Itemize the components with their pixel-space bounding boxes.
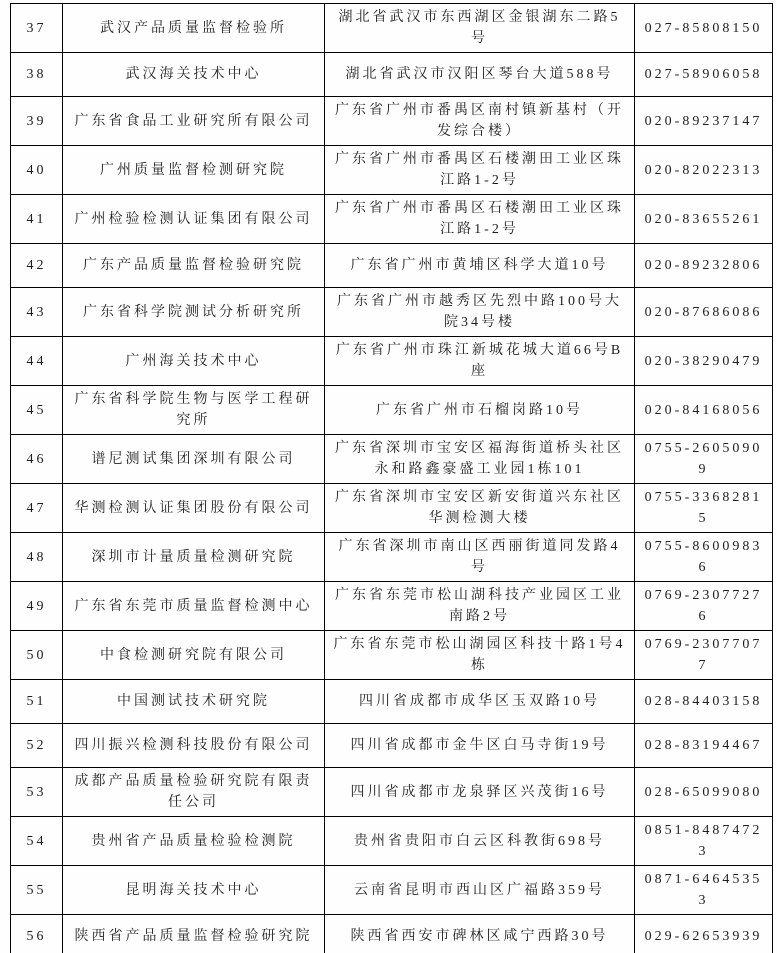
institution-name-cell: 广东省食品工业研究所有限公司 [63,97,325,146]
institution-phone-cell: 0769-23077077 [635,631,773,680]
table-row [11,195,773,244]
table-row [11,97,773,146]
row-index-cell: 49 [11,582,63,631]
institution-phone-cell: 029-62653939 [635,915,773,953]
table-row [11,244,773,288]
table-row [11,768,773,817]
institution-phone-cell: 0755-86009836 [635,533,773,582]
institution-phone-cell: 020-38290479 [635,337,773,386]
institution-address-cell: 四川省成都市龙泉驿区兴茂街16号 [325,768,635,817]
institution-address-cell: 广东省广州市石榴岗路10号 [325,386,635,435]
institution-name-cell: 广东省东莞市质量监督检测中心 [63,582,325,631]
row-index-cell: 54 [11,817,63,866]
table-row [11,4,773,53]
table-row [11,146,773,195]
institution-address-cell: 四川省成都市金牛区白马寺街19号 [325,724,635,768]
institution-phone-cell: 027-58906058 [635,53,773,97]
institution-phone-cell: 028-65099080 [635,768,773,817]
institution-name-cell: 华测检测认证集团股份有限公司 [63,484,325,533]
row-index-cell: 45 [11,386,63,435]
institution-name-cell: 广东省科学院测试分析研究所 [63,288,325,337]
table-row [11,533,773,582]
institution-address-cell: 广东省广州市番禺区南村镇新基村（开发综合楼） [325,97,635,146]
institution-phone-cell: 020-89232806 [635,244,773,288]
institution-phone-cell: 0851-84874723 [635,817,773,866]
institution-phone-cell: 020-82022313 [635,146,773,195]
row-index-cell: 44 [11,337,63,386]
institution-address-cell: 广东省广州市番禺区石楼潮田工业区珠江路1-2号 [325,195,635,244]
institution-name-cell: 陕西省产品质量监督检验研究院 [63,915,325,953]
institution-name-cell: 贵州省产品质量检验检测院 [63,817,325,866]
institution-name-cell: 广东省科学院生物与医学工程研究所 [63,386,325,435]
table-row [11,484,773,533]
institution-name-cell: 谱尼测试集团深圳有限公司 [63,435,325,484]
row-index-cell: 41 [11,195,63,244]
row-index-cell: 43 [11,288,63,337]
row-index-cell: 40 [11,146,63,195]
table-row [11,680,773,724]
institution-phone-cell: 020-87686086 [635,288,773,337]
table-row [11,53,773,97]
institution-name-cell: 武汉产品质量监督检验所 [63,4,325,53]
row-index-cell: 46 [11,435,63,484]
row-index-cell: 42 [11,244,63,288]
institution-name-cell: 广州质量监督检测研究院 [63,146,325,195]
row-index-cell: 56 [11,915,63,953]
table-row [11,724,773,768]
row-index-cell: 39 [11,97,63,146]
institution-name-cell: 武汉海关技术中心 [63,53,325,97]
row-index-cell: 50 [11,631,63,680]
institution-phone-cell: 020-83655261 [635,195,773,244]
institution-address-cell: 广东省深圳市宝安区新安街道兴东社区华测检测大楼 [325,484,635,533]
row-index-cell: 55 [11,866,63,915]
institution-address-cell: 广东省东莞市松山湖园区科技十路1号4栋 [325,631,635,680]
institution-phone-cell: 0755-26050909 [635,435,773,484]
institution-address-cell: 陕西省西安市碑林区咸宁西路30号 [325,915,635,953]
row-index-cell: 38 [11,53,63,97]
institution-name-cell: 广州检验检测认证集团有限公司 [63,195,325,244]
institution-address-cell: 贵州省贵阳市白云区科教街698号 [325,817,635,866]
institution-phone-cell: 020-84168056 [635,386,773,435]
institution-phone-cell: 028-84403158 [635,680,773,724]
institution-address-cell: 广东省广州市黄埔区科学大道10号 [325,244,635,288]
row-index-cell: 48 [11,533,63,582]
institution-name-cell: 成都产品质量检验研究院有限责任公司 [63,768,325,817]
table-row [11,915,773,953]
institution-address-cell: 湖北省武汉市汉阳区琴台大道588号 [325,53,635,97]
institution-phone-cell: 0755-33682815 [635,484,773,533]
institution-table [10,3,773,953]
institution-address-cell: 广东省广州市珠江新城花城大道66号B座 [325,337,635,386]
institution-table-body [11,4,773,953]
institution-address-cell: 广东省深圳市南山区西丽街道同发路4号 [325,533,635,582]
table-row [11,817,773,866]
institution-address-cell: 湖北省武汉市东西湖区金银湖东二路5号 [325,4,635,53]
table-row [11,435,773,484]
table-row [11,288,773,337]
institution-phone-cell: 0769-23077276 [635,582,773,631]
institution-phone-cell: 020-89237147 [635,97,773,146]
row-index-cell: 52 [11,724,63,768]
institution-name-cell: 广东产品质量监督检验研究院 [63,244,325,288]
table-row [11,631,773,680]
institution-phone-cell: 027-85808150 [635,4,773,53]
row-index-cell: 37 [11,4,63,53]
table-row [11,337,773,386]
institution-name-cell: 中国测试技术研究院 [63,680,325,724]
institution-address-cell: 广东省东莞市松山湖科技产业园区工业南路2号 [325,582,635,631]
institution-address-cell: 广东省深圳市宝安区福海街道桥头社区永和路鑫豪盛工业园1栋101 [325,435,635,484]
row-index-cell: 47 [11,484,63,533]
institution-address-cell: 云南省昆明市西山区广福路359号 [325,866,635,915]
institution-name-cell: 四川振兴检测科技股份有限公司 [63,724,325,768]
institution-address-cell: 四川省成都市成华区玉双路10号 [325,680,635,724]
institution-address-cell: 广东省广州市番禺区石楼潮田工业区珠江路1-2号 [325,146,635,195]
table-row [11,582,773,631]
institution-address-cell: 广东省广州市越秀区先烈中路100号大院34号楼 [325,288,635,337]
table-row [11,866,773,915]
institution-phone-cell: 028-83194467 [635,724,773,768]
row-index-cell: 51 [11,680,63,724]
institution-name-cell: 昆明海关技术中心 [63,866,325,915]
row-index-cell: 53 [11,768,63,817]
institution-name-cell: 深圳市计量质量检测研究院 [63,533,325,582]
table-row [11,386,773,435]
institution-name-cell: 广州海关技术中心 [63,337,325,386]
institution-name-cell: 中食检测研究院有限公司 [63,631,325,680]
institution-phone-cell: 0871-64645353 [635,866,773,915]
